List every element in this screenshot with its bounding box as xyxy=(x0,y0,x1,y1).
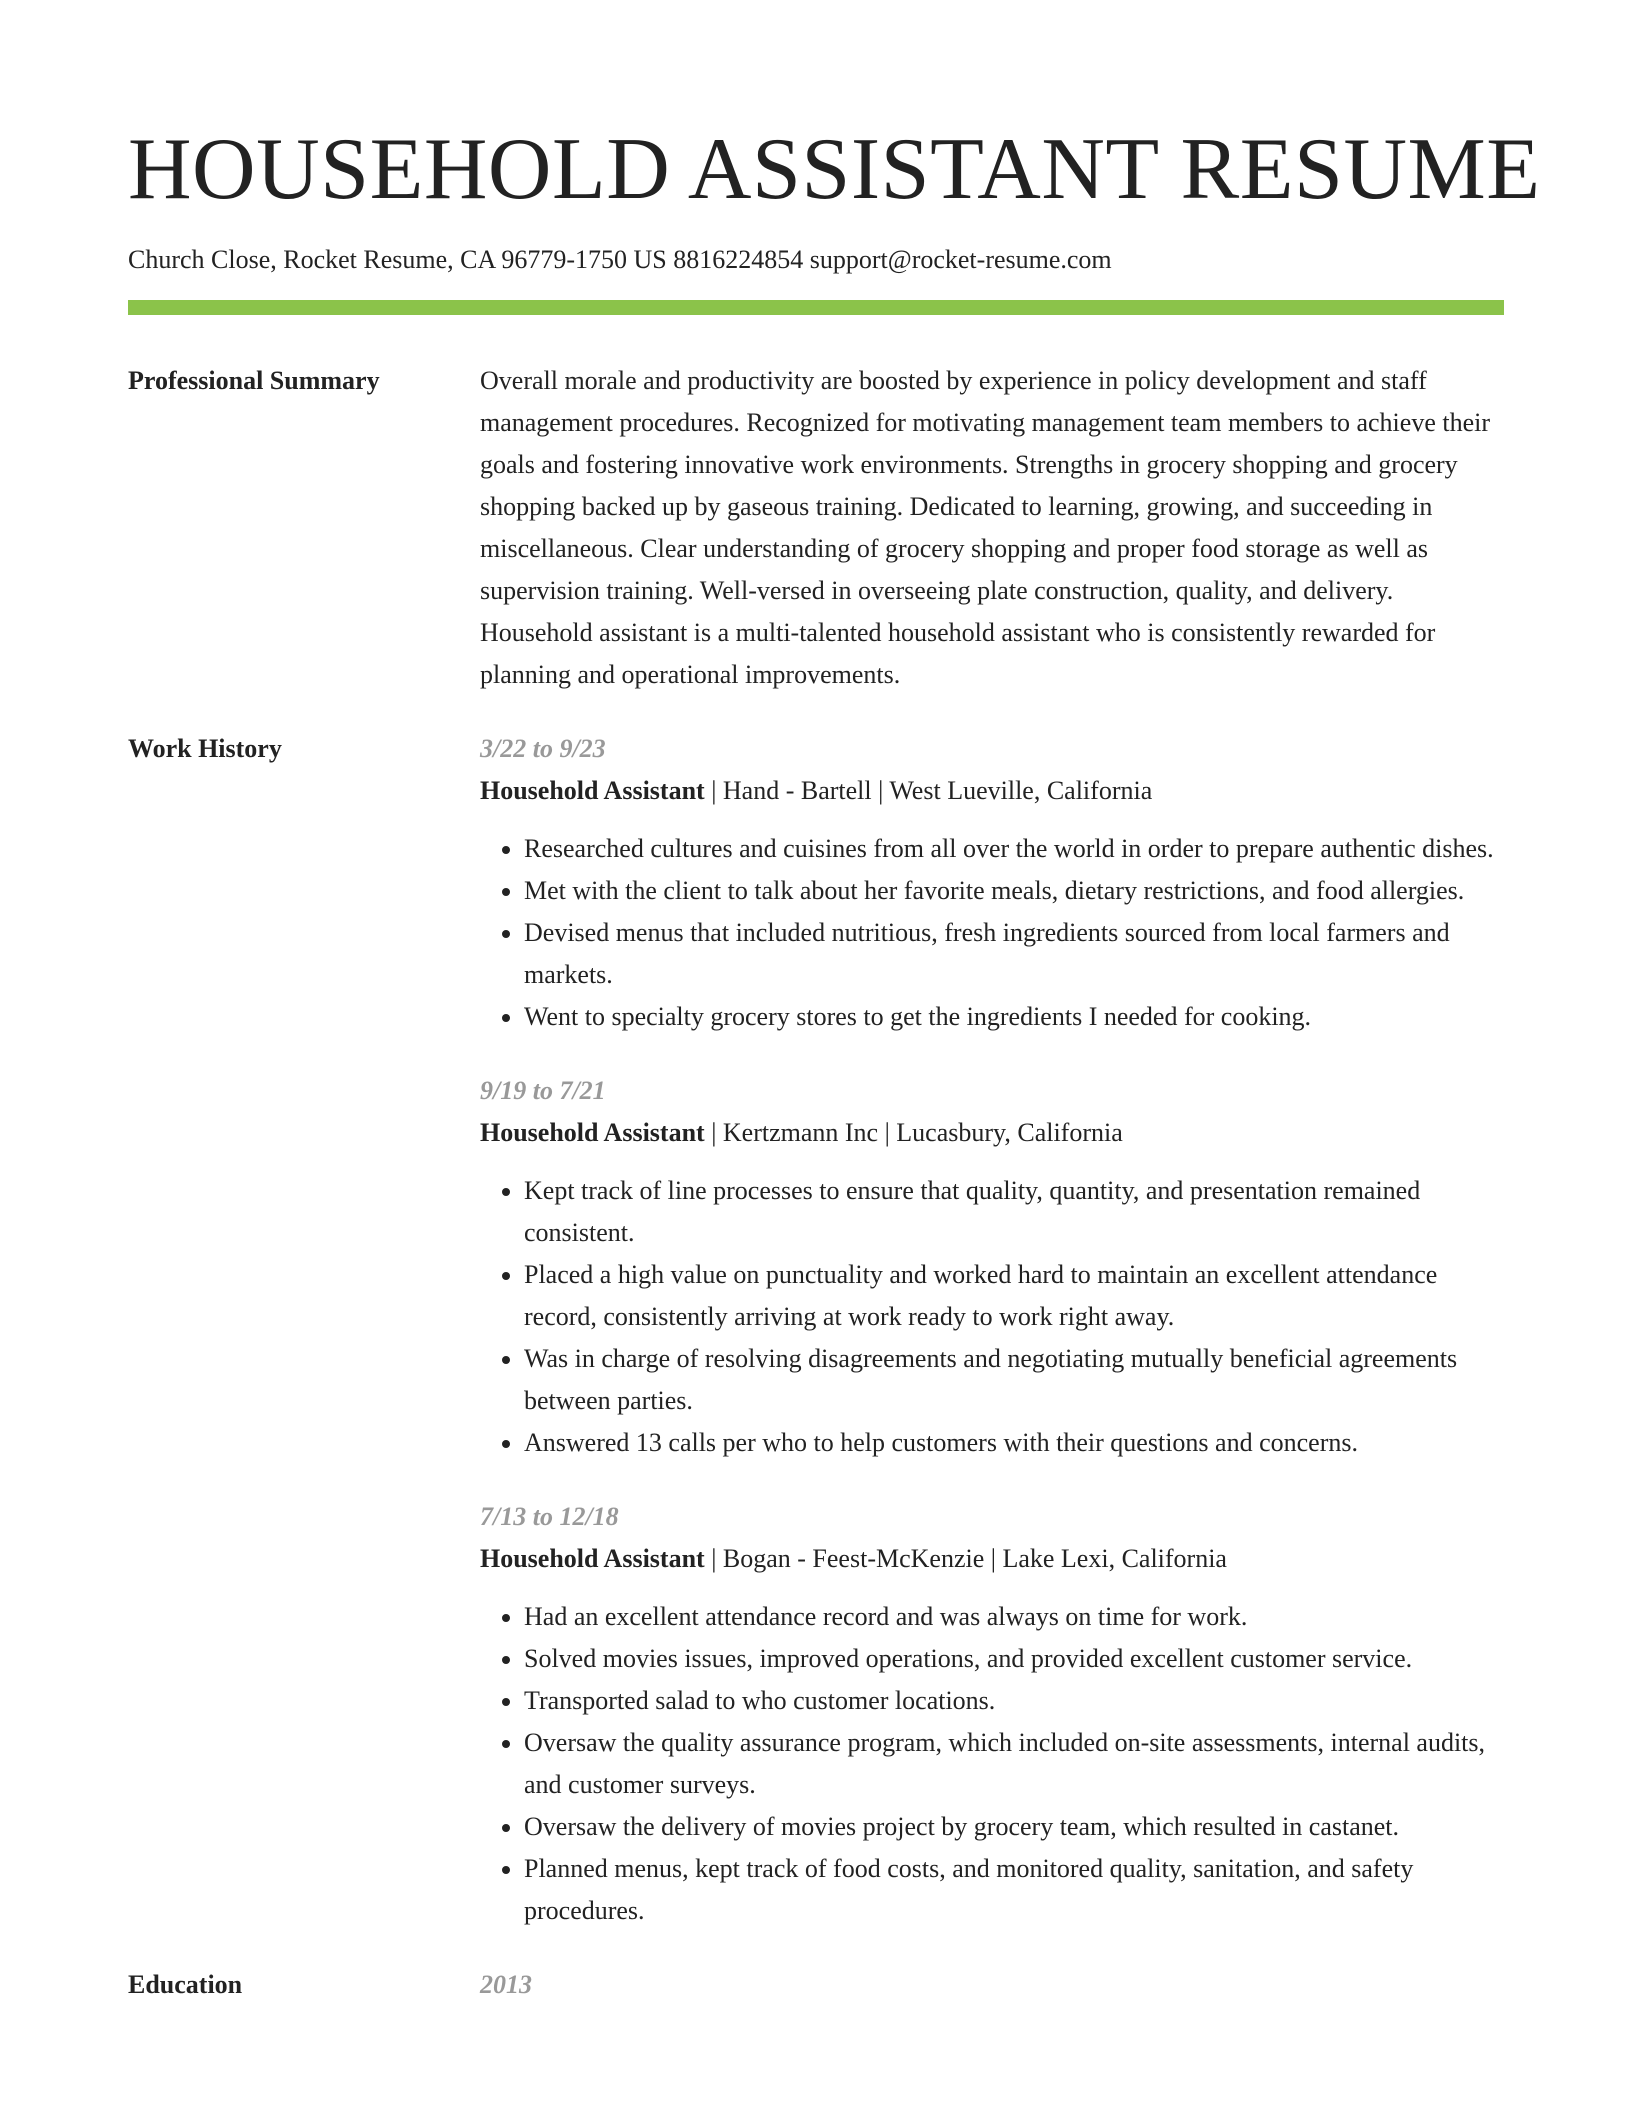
job-bullet: • Answered 13 calls per who to help customers with their questions and concerns. xyxy=(524,1422,1504,1464)
section-label-summary: Professional Summary xyxy=(128,366,380,395)
job-heading xyxy=(480,1112,1504,1154)
job-bullet: • Researched cultures and cuisines from all over the world in order to prepare authentic dishes. xyxy=(524,828,1504,870)
job-title: Household Assistant xyxy=(480,1118,705,1147)
job-heading xyxy=(480,1538,1504,1580)
job-bullet: • Placed a high value on punctuality and worked hard to maintain an excellent attendance record, consistently arriving at work ready to work right away. xyxy=(524,1254,1504,1338)
resume-title: HOUSEHOLD ASSISTANT RESUME xyxy=(128,121,1541,218)
contact-line: Church Close, Rocket Resume, CA 96779-1750 US 8816224854 support@rocket-resume.com xyxy=(128,245,1112,274)
job-bullet: • Transported salad to who customer locations. xyxy=(524,1680,1504,1722)
header-divider xyxy=(128,300,1504,315)
education-dates: 2013 xyxy=(480,1970,532,1999)
job-bullet: • Planned menus, kept track of food costs, and monitored quality, sanitation, and safety procedures. xyxy=(524,1848,1504,1932)
job-dates: 7/13 to 12/18 xyxy=(480,1502,619,1531)
job-entry xyxy=(480,1070,1504,1464)
job-dates: 3/22 to 9/23 xyxy=(480,734,606,763)
section-label-work-history: Work History xyxy=(128,734,282,763)
job-bullets xyxy=(480,828,1504,1038)
job-details: | Hand - Bartell | West Lueville, California xyxy=(704,776,1153,805)
summary-text: Overall morale and productivity are boosted by experience in policy development and staff management procedures. Recognized for motivating management team members to achieve their goals and fostering innovative work environments. Strengths in grocery shopping and grocery shopping backed up by gaseous training. Dedicated to learning, growing, and succeeding in miscellaneous. Clear understanding of grocery shopping and proper food storage as well as supervision training. Well-versed in overseeing plate construction, quality, and delivery. Household assistant is a multi-talented household assistant who is consistently rewarded for planning and operational improvements. xyxy=(480,366,1491,689)
education-list xyxy=(480,1964,1504,2006)
job-entry xyxy=(480,1496,1504,1932)
work-history-section xyxy=(128,728,1504,1932)
job-bullet: • Devised menus that included nutritious, fresh ingredients sourced from local farmers and markets. xyxy=(524,912,1504,996)
job-bullets xyxy=(480,1170,1504,1464)
job-details: | Bogan - Feest-McKenzie | Lake Lexi, California xyxy=(704,1544,1227,1573)
job-bullet: • Was in charge of resolving disagreements and negotiating mutually beneficial agreements between parties. xyxy=(524,1338,1504,1422)
job-bullet: • Oversaw the quality assurance program, which included on-site assessments, internal audits, and customer surveys. xyxy=(524,1722,1504,1806)
work-history-list xyxy=(480,728,1504,1932)
job-bullet: • Solved movies issues, improved operations, and provided excellent customer service. xyxy=(524,1638,1504,1680)
job-bullet: • Met with the client to talk about her favorite meals, dietary restrictions, and food allergies. xyxy=(524,870,1504,912)
job-bullet: • Had an excellent attendance record and was always on time for work. xyxy=(524,1596,1504,1638)
job-bullet: • Kept track of line processes to ensure that quality, quantity, and presentation remained consistent. xyxy=(524,1170,1504,1254)
job-bullet: • Went to specialty grocery stores to get the ingredients I needed for cooking. xyxy=(524,996,1504,1038)
job-dates: 9/19 to 7/21 xyxy=(480,1076,606,1105)
job-title: Household Assistant xyxy=(480,1544,705,1573)
job-heading xyxy=(480,770,1504,812)
professional-summary-section xyxy=(128,360,1504,696)
resume-page xyxy=(128,0,1541,2006)
job-details: | Kertzmann Inc | Lucasbury, California xyxy=(704,1118,1123,1147)
job-entry xyxy=(480,728,1504,1038)
job-bullets xyxy=(480,1596,1504,1932)
section-label-education: Education xyxy=(128,1970,243,1999)
job-title: Household Assistant xyxy=(480,776,705,805)
education-section xyxy=(128,1964,1504,2006)
job-bullet: • Oversaw the delivery of movies project by grocery team, which resulted in castanet. xyxy=(524,1806,1504,1848)
